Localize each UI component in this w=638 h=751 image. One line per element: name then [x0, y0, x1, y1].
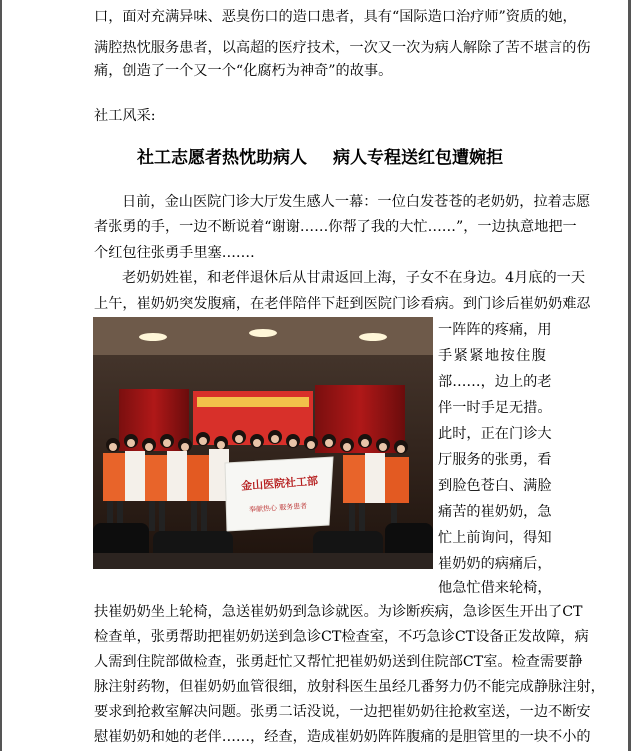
- page-border-right: [628, 0, 631, 751]
- para2-body-line: 人需到住院部做检查，张勇赶忙又帮忙把崔奶奶送到住院部CT室。检查需要静: [94, 654, 583, 670]
- para2-wrap-line: 他急忙借来轮椅，: [438, 580, 552, 596]
- para2-wrap-line: 厅服务的张勇，看: [438, 452, 552, 468]
- para2-wrap-line: 伴一时手足无措。: [438, 400, 552, 416]
- section-label: 社工风采:: [94, 108, 156, 124]
- para2-wrap-line: 手紧紧地按住腹: [438, 348, 546, 364]
- intro-line-1: 口，面对充满异味、恶臭伤口的造口患者，具有“国际造口治疗师”资质的她，: [94, 9, 577, 25]
- para2-body-line: 扶崔奶奶坐上轮椅，急送崔奶奶到急诊就医。为诊断疾病，急诊医生开出了CT: [94, 604, 583, 620]
- para2-wrap-line: 痛苦的崔奶奶，急: [438, 504, 552, 520]
- page-border-left: [0, 0, 2, 751]
- para2-body-line: 慰崔奶奶和她的老伴……，经查，造成崔奶奶阵阵腹痛的是胆管里的一块不小的: [94, 729, 591, 745]
- para1-line-3: 个红包往张勇手里塞…….: [94, 245, 255, 261]
- group-photo: [93, 317, 433, 569]
- para2-line-1: 老奶奶姓崔，和老伴退休后从甘肃返回上海，子女不在身边。4月底的一天: [122, 270, 586, 286]
- para2-body-line: 检查单，张勇帮助把崔奶奶送到急诊CT检查室，不巧急诊CT设备正发故障，病: [94, 629, 589, 645]
- intro-line-2: 满腔热忱服务患者，以高超的医疗技术，一次又一次为病人解除了苦不堪言的伤: [94, 40, 591, 56]
- para1-line-1: 日前，金山医院门诊大厅发生感人一幕：一位白发苍苍的老奶奶，拉着志愿: [122, 194, 591, 210]
- heading-right: 病人专程送红包遭婉拒: [333, 148, 503, 168]
- article-heading: [94, 146, 546, 170]
- para2-body-line: 脉注射药物，但崔奶奶血管很细，放射科医生虽经几番努力仍不能完成静脉注射，: [94, 679, 605, 695]
- para2-wrap-line: 一阵阵的疼痛，用: [438, 322, 552, 338]
- para2-line-2: 上午，崔奶奶突发腹痛，在老伴陪伴下赶到医院门诊看病。到门诊后崔奶奶难忍: [94, 296, 591, 312]
- para2-wrap-line: 忙上前询问，得知: [438, 530, 552, 546]
- intro-line-3: 痛，创造了一个又一个“化腐朽为神奇”的故事。: [94, 63, 393, 79]
- banner-subtext: 奉献热心 服务患者: [248, 501, 308, 515]
- para2-wrap-line: 崔奶奶的病痛后，: [438, 556, 552, 572]
- para2-body-line: 要求到抢救室解决问题。张勇二话没说，一边把崔奶奶往抢救室送，一边不断安: [94, 704, 591, 720]
- heading-left: 社工志愿者热忱助病人: [137, 148, 307, 168]
- para1-line-2: 者张勇的手，一边不断说着“谢谢……你帮了我的大忙……”，一边执意地把一: [94, 219, 577, 235]
- para2-wrap-line: 部……，边上的老: [438, 374, 552, 390]
- para2-wrap-line: 此时，正在门诊大: [438, 426, 552, 442]
- banner-text: 金山医院社工部: [240, 474, 319, 493]
- para2-wrap-line: 到脸色苍白、满脸: [438, 478, 552, 494]
